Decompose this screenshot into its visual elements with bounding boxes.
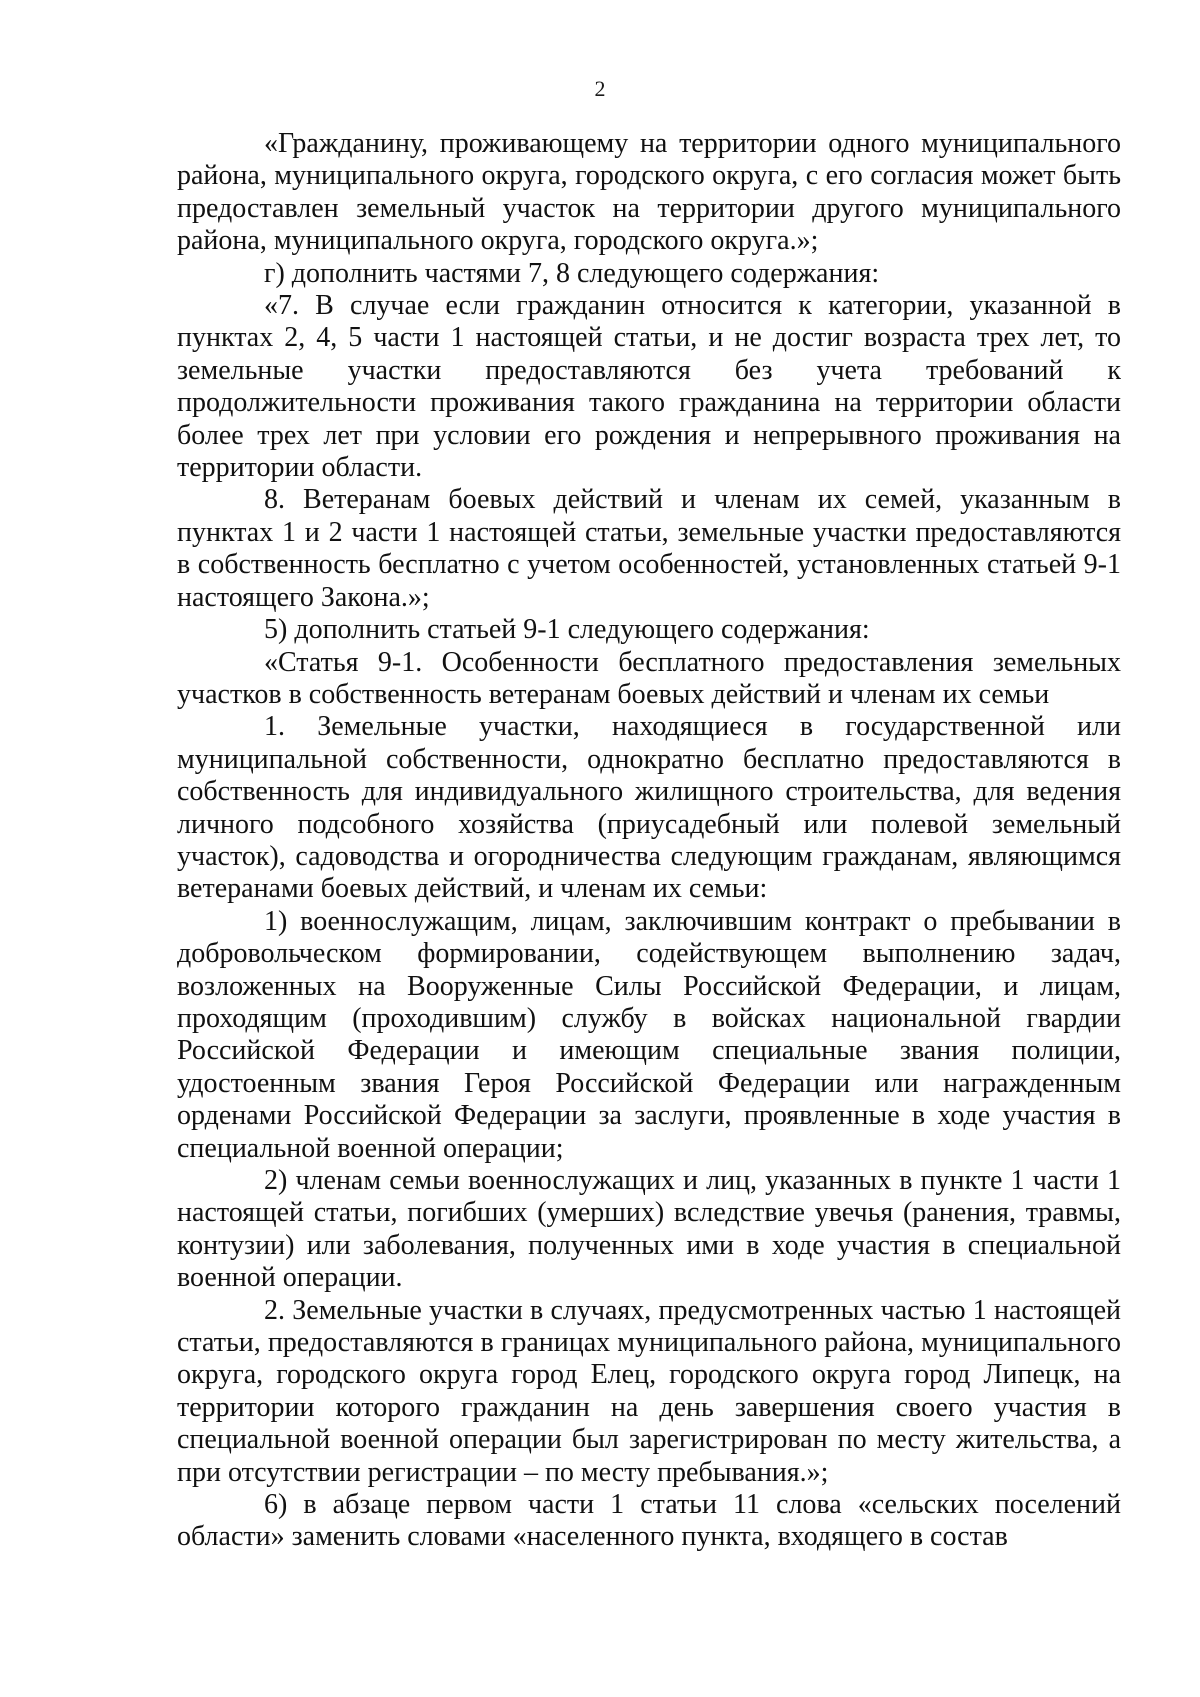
paragraph: «Статья 9-1. Особенности бесплатного предоставления земельных участков в собственность ветеранам боевых действий и членам их семьи — [177, 646, 1121, 710]
paragraph: г) дополнить частями 7, 8 следующего содержания: — [264, 257, 880, 289]
paragraph: 8. Ветеранам боевых действий и членам их семей, указанным в пунктах 1 и 2 части 1 настоящей статьи, земельные участки предоставляются в собственность бесплатно с учетом особенностей, установленных статьей 9-1 настоящего Закона.»; — [177, 484, 1121, 613]
document-body — [177, 128, 1121, 1554]
paragraph: «7. В случае если гражданин относится к категории, указанной в пунктах 2, 4, 5 части 1 настоящей статьи, и не достиг возраста трех лет, то земельные участки предоставляются без учета требований к продолжительности проживания такого гражданина на территории области более трех лет при условии его рождения и непрерывного проживания на территории области. — [177, 290, 1121, 484]
paragraph: «Гражданину, проживающему на территории одного муниципального района, муниципального округа, городского округа, с его согласия может быть предоставлен земельный участок на территории другого муниципального района, муниципального округа, городского округа.»; — [177, 128, 1121, 257]
paragraph: 1) военнослужащим, лицам, заключившим контракт о пребывании в добровольческом формировании, содействующем выполнению задач, возложенных на Вооруженные Силы Российской Федерации, и лицам, проходящим (проходившим) службу в войсках национальной гвардии Российской Федерации и имеющим специальные звания полиции, удостоенным звания Героя Российской Федерации или награжденным орденами Российской Федерации за заслуги, проявленные в ходе участия в специальной военной операции; — [177, 905, 1121, 1164]
paragraph: 5) дополнить статьей 9-1 следующего содержания: — [264, 614, 870, 646]
page-number: 2 — [594, 76, 606, 101]
paragraph: 1. Земельные участки, находящиеся в государственной или муниципальной собственности, однократно бесплатно предоставляются в собственность для индивидуального жилищного строительства, для ведения личного подсобного хозяйства (приусадебный или полевой земельный участок), садоводства и огородничества следующим гражданам, являющимся ветеранами боевых действий, и членам их семьи: — [177, 711, 1121, 905]
paragraph: 6) в абзаце первом части 1 статьи 11 слова «сельских поселений области» заменить словами «населенного пункта, входящего в состав — [177, 1489, 1121, 1553]
paragraph: 2) членам семьи военнослужащих и лиц, указанных в пункте 1 части 1 настоящей статьи, погибших (умерших) вследствие увечья (ранения, травмы, контузии) или заболевания, полученных ими в ходе участия в специальной военной операции. — [177, 1165, 1121, 1294]
paragraph: 2. Земельные участки в случаях, предусмотренных частью 1 настоящей статьи, предоставляются в границах муниципального района, муниципального округа, городского округа город Елец, городского округа город Липецк, на территории которого гражданин на день завершения своего участия в специальной военной операции был зарегистрирован по месту жительства, а при отсутствии регистрации – по месту пребывания.»; — [177, 1294, 1121, 1488]
